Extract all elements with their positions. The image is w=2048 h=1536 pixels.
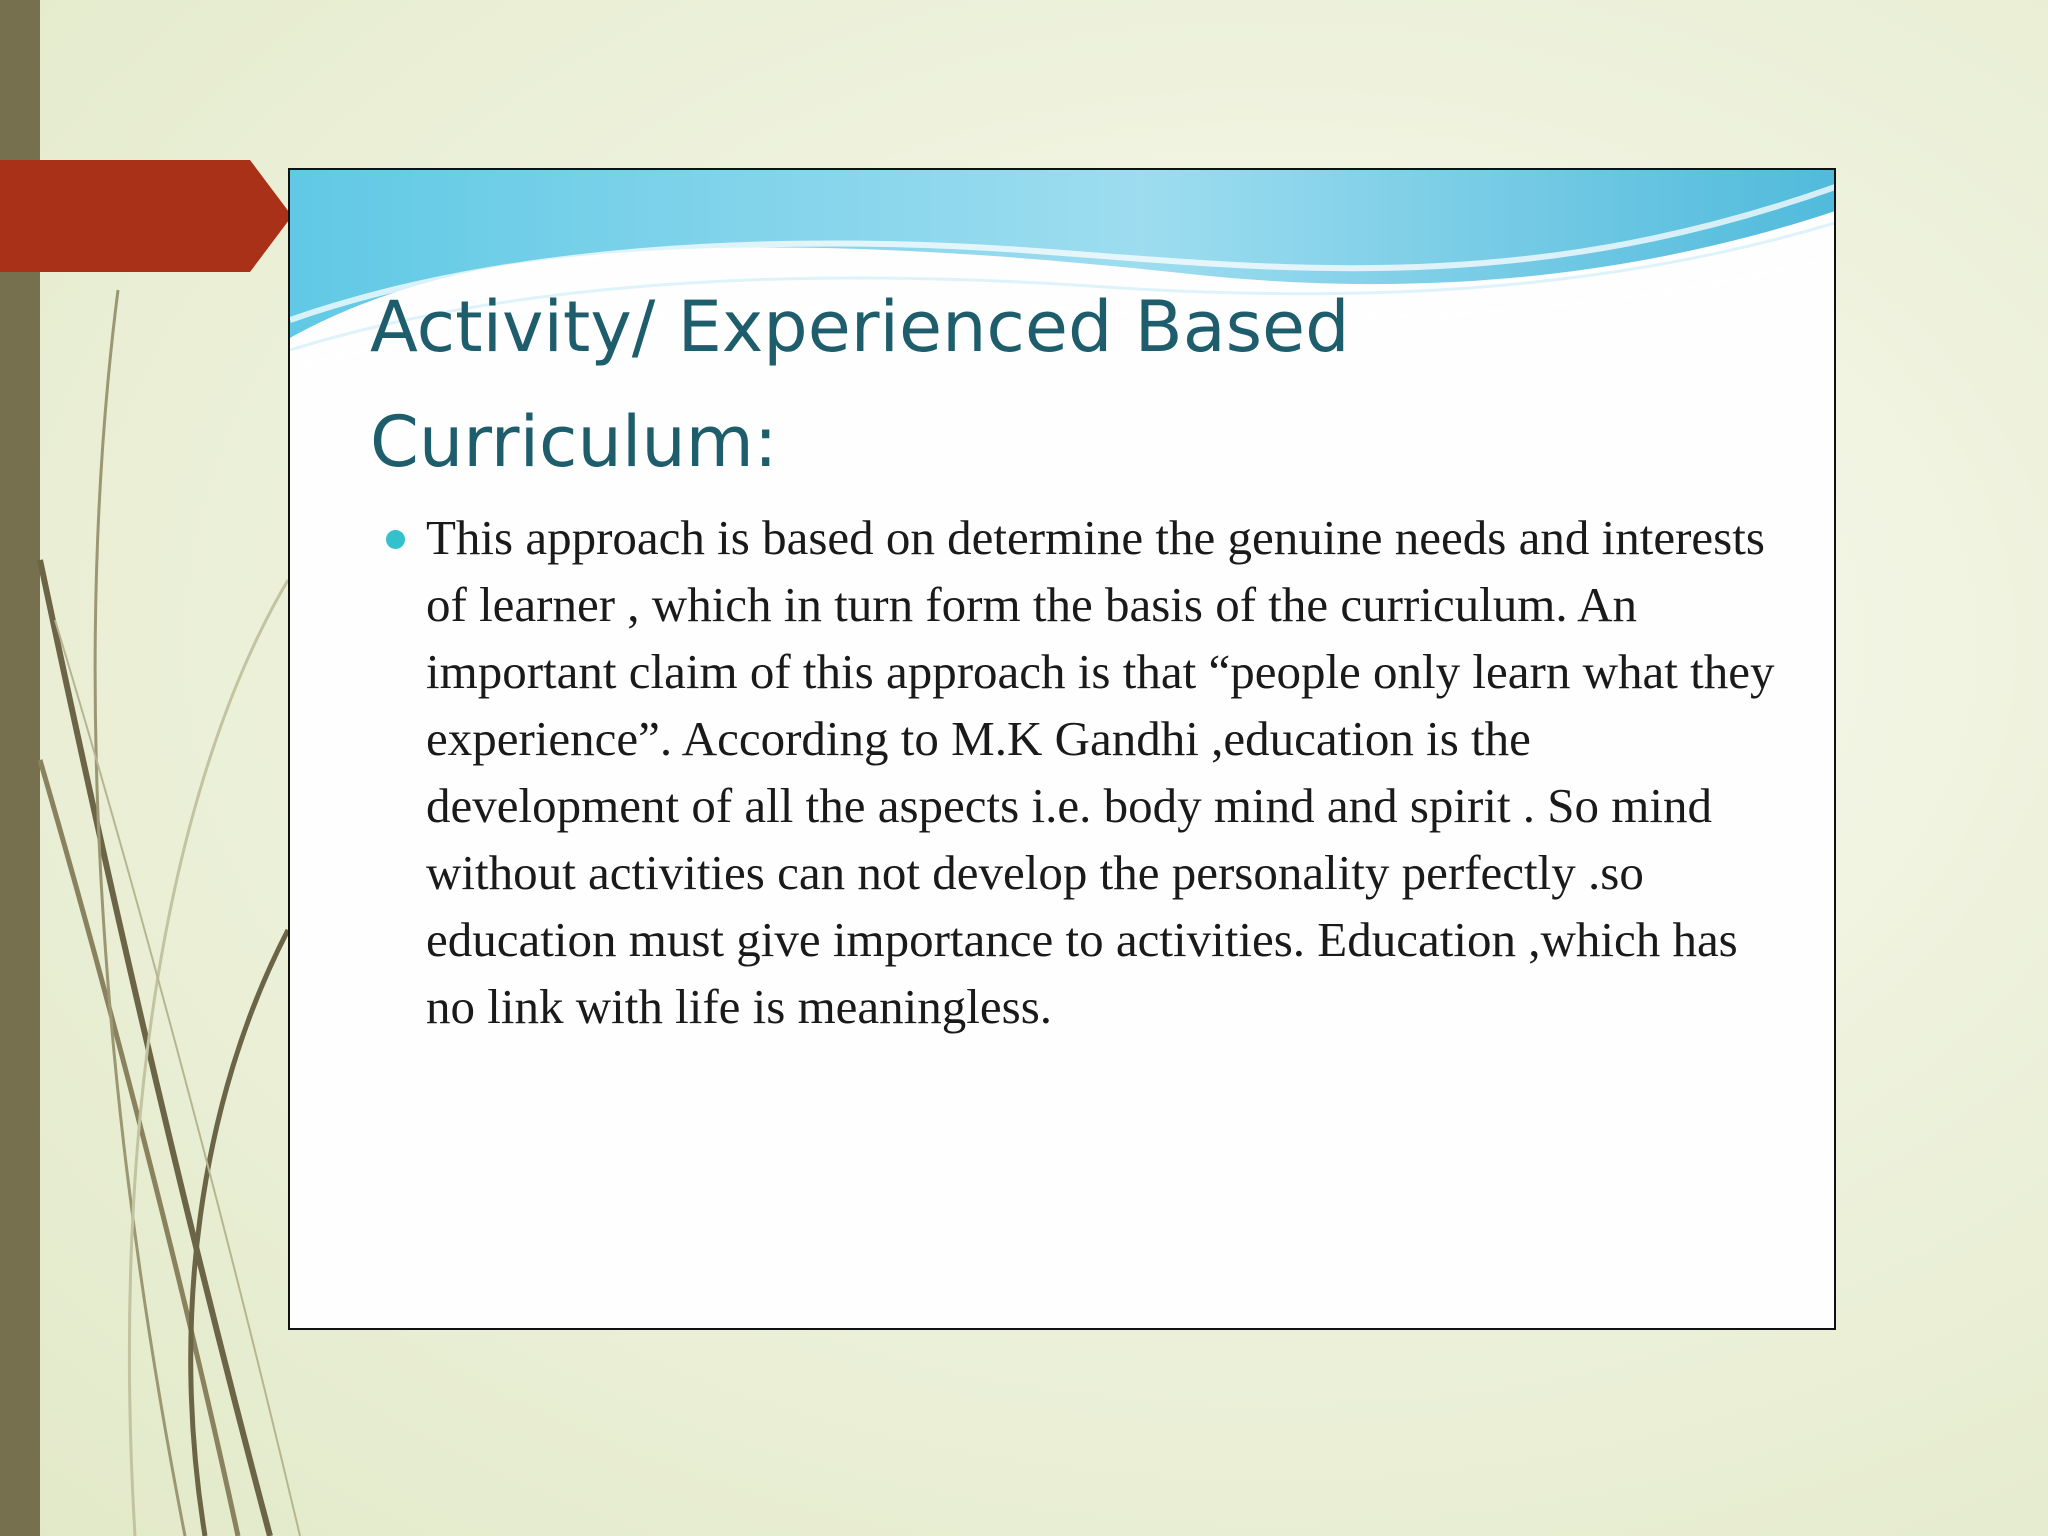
round-bullet-icon [386, 530, 405, 549]
slide-title: Activity/ Experienced Based Curriculum: [370, 286, 1350, 483]
slide-panel [288, 168, 1836, 1330]
bullet-list [370, 504, 1790, 1040]
bullet-text: This approach is based on determine the genuine needs and interests of learner , which in turn form the basis of the curriculum. An important claim of this approach is that “people only learn what they experience”. According to M.K Gandhi ,education is the development of all the aspects i.e. body mind and spirit . So mind without activities can not develop the personality perfectly .so education must give importance to activities. Education ,which has no link with life is meaningless. [426, 510, 1775, 1034]
red-arrow-tab [0, 160, 292, 272]
bullet-item [370, 504, 1790, 1040]
